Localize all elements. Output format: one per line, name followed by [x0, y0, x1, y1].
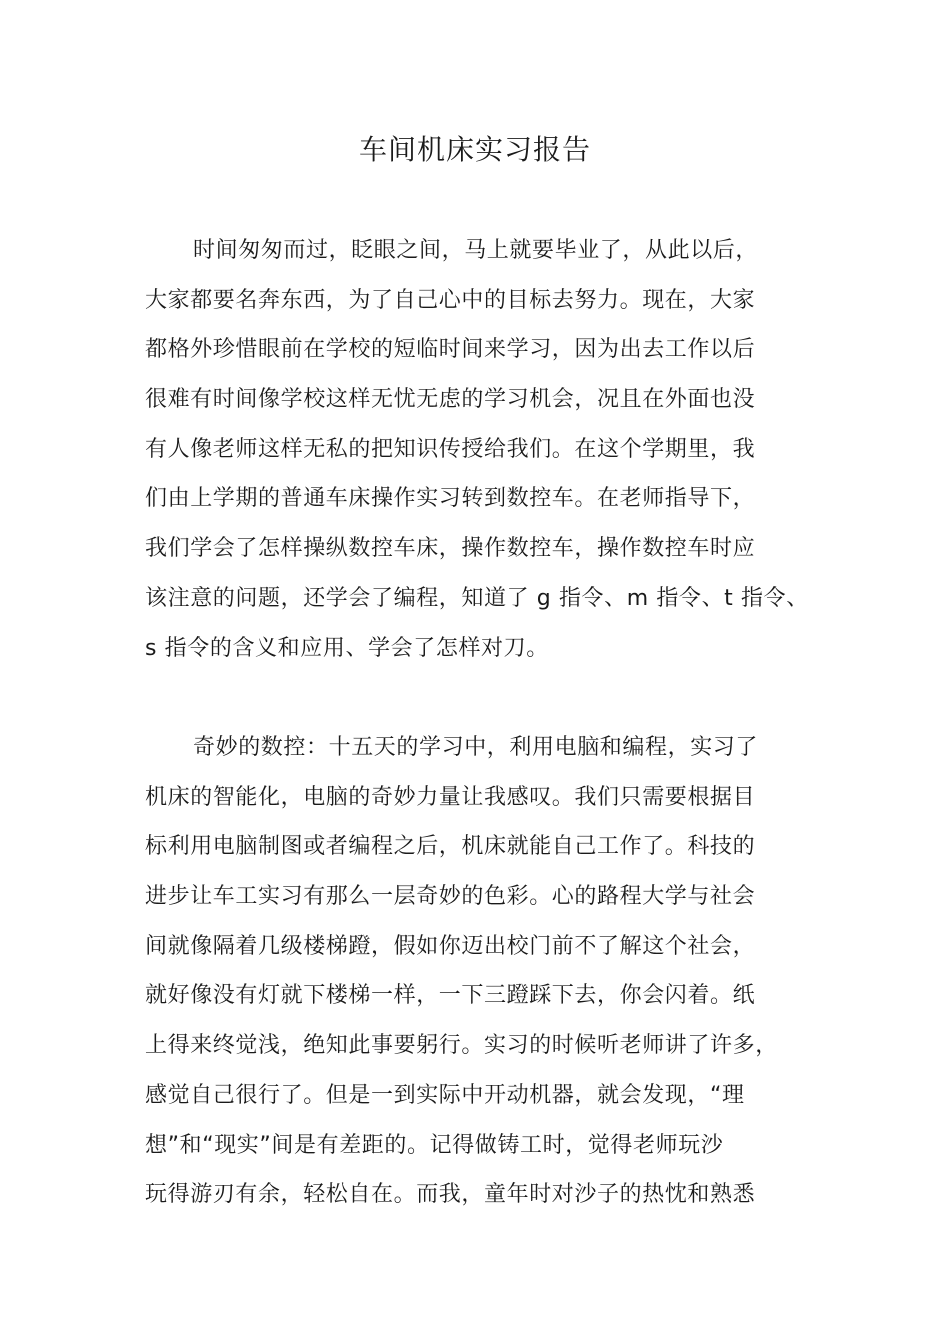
text-line: s 指令的含义和应用、学会了怎样对刀。 — [145, 635, 549, 661]
text-line: 都格外珍惜眼前在学校的短临时间来学习，因为出去工作以后 — [145, 337, 756, 363]
paragraph-1 — [145, 226, 835, 673]
text-line: 玩得游刃有余，轻松自在。而我，童年时对沙子的热忱和熟悉 — [145, 1182, 756, 1208]
text-line: 时间匆匆而过，眨眼之间，马上就要毕业了，从此以后， — [193, 238, 759, 263]
text-line: 们由上学期的普通车床操作实习转到数控车。在老师指导下， — [145, 486, 756, 512]
document-title: 车间机床实习报告 — [358, 133, 591, 166]
text-line: 该注意的问题，还学会了编程，知道了 g 指令、m 指令、t 指令、 — [145, 585, 809, 611]
text-line: 大家都要名奔东西，为了自己心中的目标去努力。现在，大家 — [145, 287, 756, 313]
text-line: 进步让车工实习有那么一层奇妙的色彩。心的路程大学与社会 — [145, 884, 756, 910]
text-line: 有人像老师这样无私的把知识传授给我们。在这个学期里，我 — [145, 436, 756, 462]
text-line: 间就像隔着几级楼梯蹬，假如你迈出校门前不了解这个社会， — [145, 933, 756, 959]
text-line: 很难有时间像学校这样无忧无虑的学习机会，况且在外面也没 — [145, 387, 756, 413]
text-line: 上得来终觉浅，绝知此事要躬行。实习的时候听老师讲了许多， — [145, 1033, 778, 1059]
text-line: 奇妙的数控：十五天的学习中，利用电脑和编程，实习了 — [193, 735, 759, 760]
paragraph-2 — [145, 723, 835, 1220]
text-line: 标利用电脑制图或者编程之后，机床就能自己工作了。科技的 — [145, 834, 756, 860]
text-line: 想”和“现实”间是有差距的。记得做铸工时，觉得老师玩沙 — [145, 1132, 724, 1158]
text-line: 我们学会了怎样操纵数控车床，操作数控车，操作数控车时应 — [145, 536, 756, 562]
text-line: 感觉自己很行了。但是一到实际中开动机器，就会发现，“理 — [145, 1082, 745, 1108]
text-line: 就好像没有灯就下楼梯一样，一下三蹬踩下去，你会闪着。纸 — [145, 983, 756, 1009]
text-line: 机床的智能化，电脑的奇妙力量让我感叹。我们只需要根据目 — [145, 784, 756, 810]
